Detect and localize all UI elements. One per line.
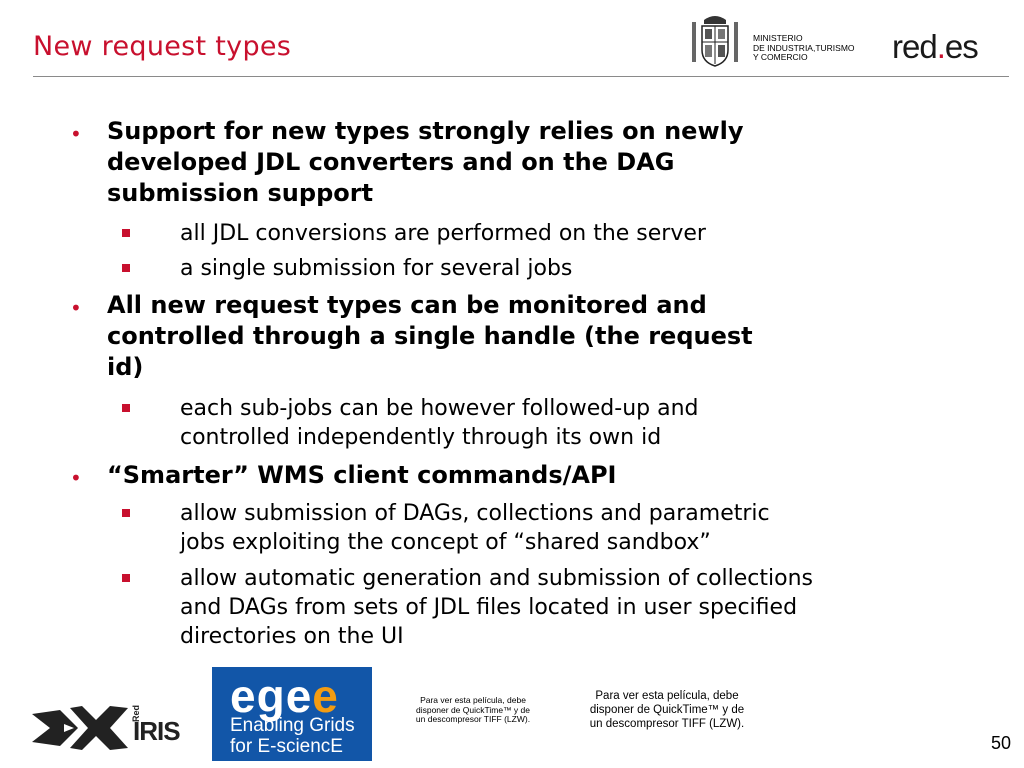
bullet-dot: • (70, 296, 82, 320)
sub-bullet-square (122, 229, 130, 237)
ministry-line: Y COMERCIO (753, 52, 808, 62)
sub-bullet-text (180, 254, 572, 283)
bullet-line: “Smarter” WMS client commands/API (107, 461, 617, 489)
page-number: 50 (991, 733, 1012, 753)
sub-bullet-line: jobs exploiting the concept of “shared sandbox” (180, 530, 711, 555)
sub-bullet-square (122, 509, 130, 517)
egee-letter: g (256, 670, 286, 722)
bullet-line: id) (107, 353, 144, 381)
ministry-label (753, 34, 855, 63)
red-es-right: es (944, 28, 978, 65)
sub-bullet-line: each sub-jobs can be however followed-up and (180, 396, 699, 421)
egee-letter: e (230, 670, 257, 722)
bullet-line: developed JDL converters and on the DAG (107, 148, 675, 176)
coat-of-arms-icon (690, 12, 740, 70)
egee-letter: e (312, 670, 339, 722)
slide-title: New request types (33, 31, 292, 62)
quicktime-line: un descompresor TIFF (LZW). (415, 714, 531, 724)
sub-bullet-line: allow submission of DAGs, collections and parametric (180, 501, 770, 526)
sub-bullet-line: directories on the UI (180, 624, 404, 649)
bullet-line: Support for new types strongly relies on newly (107, 117, 744, 145)
bullet-text (107, 460, 616, 491)
quicktime-line: disponer de QuickTime™ y de (589, 704, 745, 716)
bullet-line: submission support (107, 179, 374, 207)
sub-bullet-text (180, 499, 770, 557)
egee-logo (212, 667, 372, 761)
title-divider (33, 76, 1009, 77)
red-es-logo (892, 28, 978, 66)
quicktime-line: disponer de QuickTime™ y de (415, 704, 530, 715)
egee-letter: e (285, 670, 313, 722)
sub-bullet-line: and DAGs from sets of JDL files located in user specified (180, 595, 798, 620)
ministry-line: DE INDUSTRIA,TURISMO (753, 42, 855, 53)
rediris-red-label: Red (131, 704, 141, 722)
sub-bullet-line: allow automatic generation and submission of collections (180, 566, 813, 591)
sub-bullet-line: controlled independently through its own id (180, 425, 662, 450)
sub-bullet-text (180, 394, 699, 452)
bullet-line: controlled through a single handle (the request (107, 322, 753, 350)
rediris-mark-icon (30, 700, 130, 756)
sub-bullet-square (122, 404, 130, 412)
sub-bullet-line: all JDL conversions are performed on the server (180, 221, 706, 246)
red-es-left: red (892, 28, 937, 65)
rediris-iris-label: IRIS (133, 716, 180, 746)
bullet-dot: • (70, 466, 82, 490)
egee-tagline-2: for E-sciencE (230, 736, 343, 757)
bullet-text (107, 290, 753, 383)
quicktime-line: Para ver esta película, debe (595, 690, 739, 702)
red-es-dot: . (936, 28, 945, 65)
bullet-text (107, 116, 744, 209)
bullet-dot: • (70, 122, 82, 146)
ministry-line: MINISTERIO (753, 33, 803, 43)
quicktime-line: Para ver esta película, debe (420, 695, 526, 705)
quicktime-placeholder-large (575, 689, 759, 731)
sub-bullet-text (180, 564, 813, 651)
quicktime-placeholder-small (388, 696, 558, 725)
sub-bullet-square (122, 574, 130, 582)
bullet-line: All new request types can be monitored and (107, 291, 707, 319)
quicktime-line: un descompresor TIFF (LZW). (589, 718, 745, 730)
sub-bullet-text (180, 219, 706, 248)
sub-bullet-line: a single submission for several jobs (180, 256, 573, 281)
egee-tagline-1: Enabling Grids (230, 715, 355, 736)
sub-bullet-square (122, 264, 130, 272)
